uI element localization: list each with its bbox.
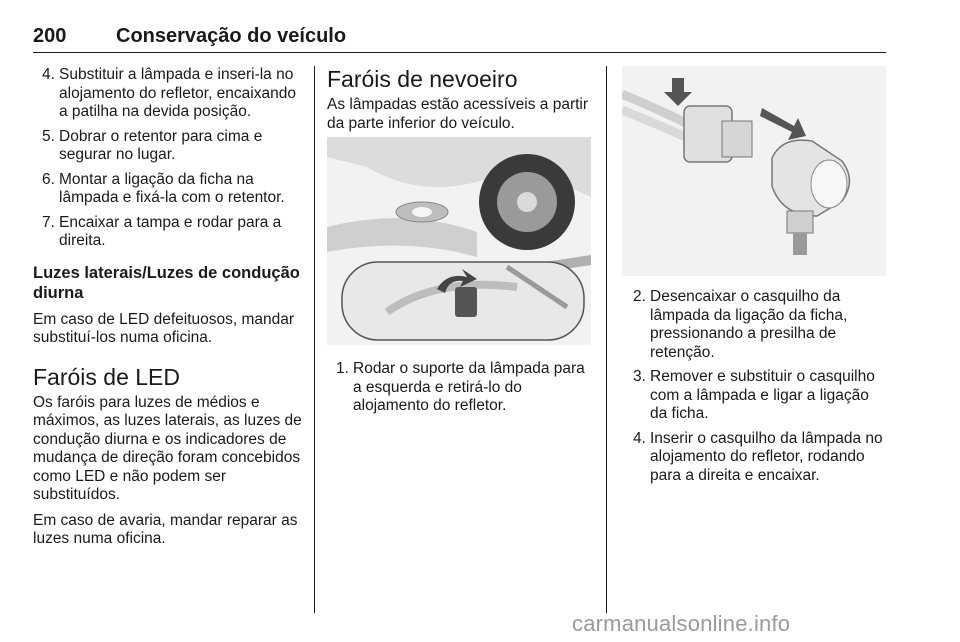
page-header (33, 22, 886, 53)
step-list (624, 288, 890, 485)
step-number: 7. (42, 213, 55, 231)
section-heading: Faróis de nevoeiro (327, 66, 518, 92)
step-text: Desencaixar o casquilho da lâmpada da ligação da ficha, pressionando a presilha de retenção. (650, 288, 848, 361)
step-text: Dobrar o retentor para cima e segurar no lugar. (59, 127, 263, 163)
step-text: Substituir a lâmpada e inseri-la no alojamento do refletor, encaixando a patilha na devida posição. (59, 66, 296, 120)
step-text: Montar a ligação da ficha na lâmpada e fixá-la com o retentor. (59, 170, 285, 206)
step-number: 3. (633, 368, 646, 385)
column-3 (624, 288, 890, 491)
bulb-removal-illustration (622, 66, 886, 276)
paragraph: As lâmpadas estão acessíveis a partir da parte inferior do veículo. (327, 96, 589, 132)
list-item (33, 214, 303, 251)
step-text: Remover e substituir o casquilho com a lâmpada e ligar a ligação da ficha. (650, 368, 875, 422)
fog-light-illustration (327, 137, 591, 345)
list-item (624, 288, 890, 362)
list-item (624, 368, 890, 424)
step-number: 5. (42, 127, 55, 145)
step-list (327, 360, 595, 416)
column-divider (606, 66, 607, 613)
column-2-steps (327, 360, 595, 422)
step-number: 6. (42, 170, 55, 188)
page-title: Conservação do veículo (116, 25, 347, 47)
column-divider (314, 66, 315, 613)
subheading: Luzes laterais/Luzes de condução diurna (33, 263, 300, 302)
page-number: 200 (33, 25, 67, 47)
section-heading: Faróis de LED (33, 363, 181, 390)
step-text: Inserir o casquilho da lâmpada no alojamento do refletor, rodando para a direita e encaixar. (650, 429, 883, 484)
list-item (33, 66, 303, 122)
list-item (33, 171, 303, 208)
list-item (33, 128, 303, 165)
step-number: 4. (633, 429, 646, 447)
paragraph: Os faróis para luzes de médios e máximos, as luzes laterais, as luzes de condução diurna e os indicadores de mudança de direção foram concebidos como LED e não podem ser substituídos. (33, 393, 302, 503)
step-number: 1. (336, 360, 349, 377)
column-2 (327, 66, 595, 140)
step-text: Rodar o suporte da lâmpada para a esquerda e retirá-lo do alojamento do refletor. (353, 360, 585, 414)
list-item (327, 360, 595, 416)
step-list (33, 66, 303, 251)
step-number: 2. (633, 288, 646, 305)
list-item (624, 430, 890, 486)
column-1 (33, 66, 303, 556)
watermark: carmanualsonline.info (572, 611, 791, 636)
paragraph: Em caso de LED defeituosos, mandar substituí-los numa oficina. (33, 310, 295, 346)
paragraph: Em caso de avaria, mandar reparar as luzes numa oficina. (33, 511, 298, 547)
step-number: 4. (42, 66, 55, 83)
step-text: Encaixar a tampa e rodar para a direita. (59, 213, 282, 249)
